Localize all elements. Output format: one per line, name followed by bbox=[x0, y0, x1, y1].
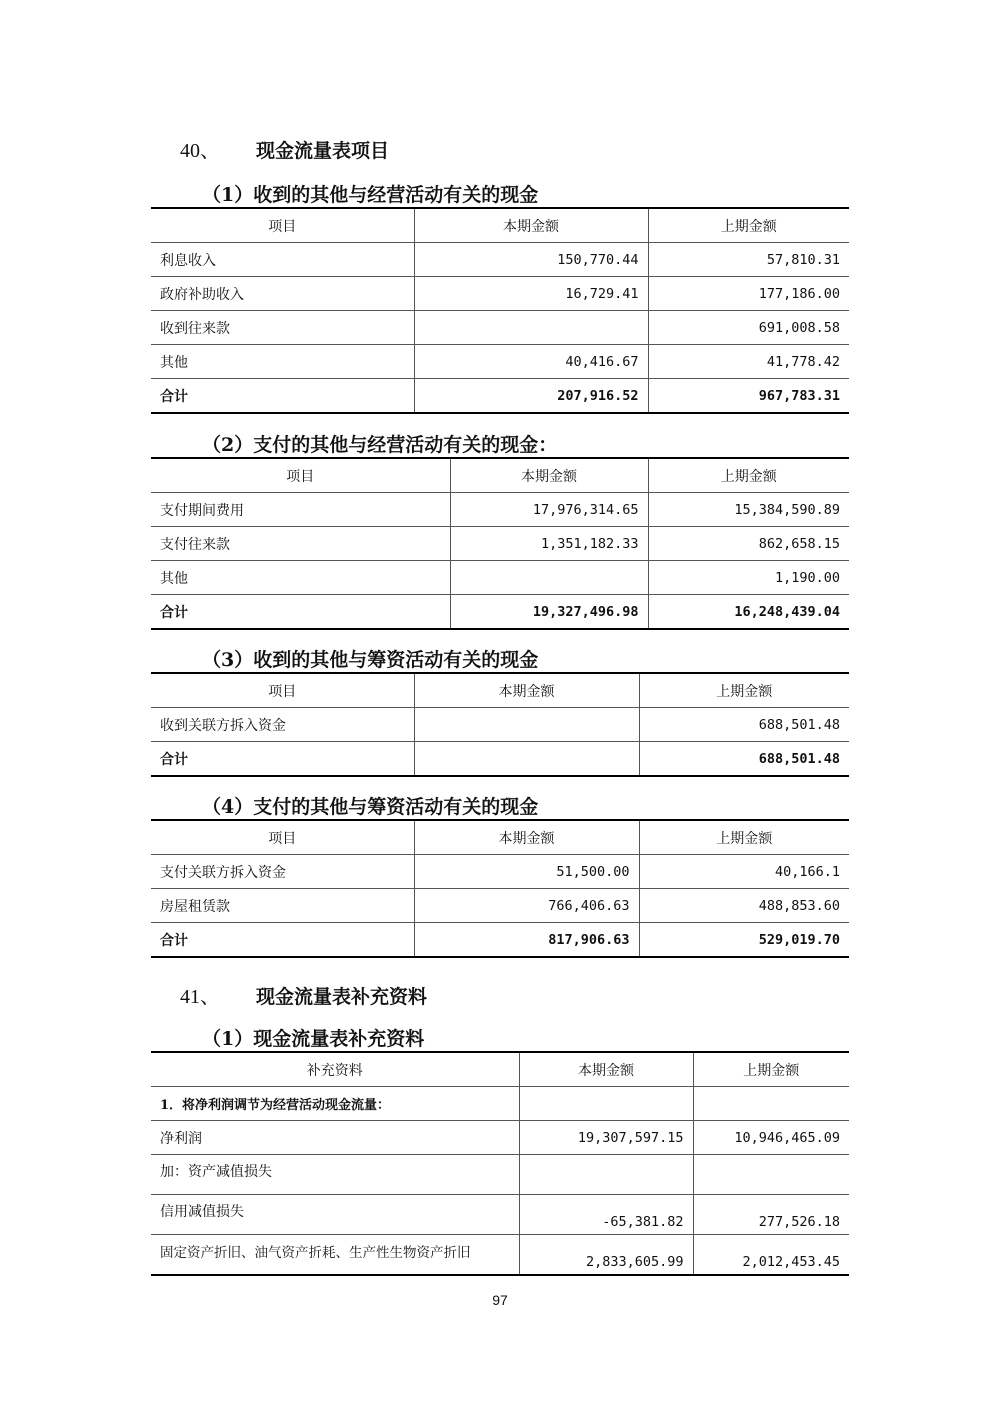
table-row bbox=[151, 855, 849, 889]
table-header-row bbox=[151, 458, 849, 493]
current-amount: 51,500.00 bbox=[414, 855, 639, 889]
col-header-item: 项目 bbox=[151, 820, 414, 855]
current-amount bbox=[414, 311, 648, 345]
table-header-row bbox=[151, 208, 849, 243]
current-amount: 16,729.41 bbox=[414, 277, 648, 311]
row-label: 收到往来款 bbox=[151, 311, 414, 345]
table-row bbox=[151, 889, 849, 923]
prior-amount: 10,946,465.09 bbox=[693, 1121, 849, 1155]
prior-amount: 16,248,439.04 bbox=[648, 595, 849, 630]
prior-amount: 967,783.31 bbox=[648, 379, 849, 414]
current-amount: 40,416.67 bbox=[414, 345, 648, 379]
col-header-current: 本期金额 bbox=[414, 208, 648, 243]
prior-amount: 277,526.18 bbox=[693, 1195, 849, 1235]
current-amount: 19,327,496.98 bbox=[450, 595, 648, 630]
table-title: （2）支付的其他与经营活动有关的现金： bbox=[202, 434, 558, 456]
section-number: 41、 bbox=[180, 986, 220, 1008]
table-title: （4）支付的其他与筹资活动有关的现金 bbox=[202, 796, 539, 818]
prior-amount: 488,853.60 bbox=[639, 889, 849, 923]
row-label: 政府补助收入 bbox=[151, 277, 414, 311]
table-operating-payments bbox=[151, 457, 849, 630]
table-row bbox=[151, 345, 849, 379]
row-label: 加：资产减值损失 bbox=[151, 1155, 519, 1195]
row-label: 支付关联方拆入资金 bbox=[151, 855, 414, 889]
current-amount: 817,906.63 bbox=[414, 923, 639, 958]
current-amount bbox=[519, 1155, 693, 1195]
table-row bbox=[151, 1087, 849, 1121]
col-header-current: 本期金额 bbox=[414, 673, 639, 708]
section-title: 现金流量表项目 bbox=[256, 140, 390, 162]
page-number: 97 bbox=[492, 1292, 508, 1308]
current-amount: 207,916.52 bbox=[414, 379, 648, 414]
table-row bbox=[151, 277, 849, 311]
col-header-prior: 上期金额 bbox=[648, 458, 849, 493]
row-label: 净利润 bbox=[151, 1121, 519, 1155]
total-row bbox=[151, 742, 849, 777]
table-title: （1）收到的其他与经营活动有关的现金 bbox=[202, 184, 539, 206]
section-number: 40、 bbox=[180, 140, 220, 162]
row-label: 支付往来款 bbox=[151, 527, 450, 561]
section-heading-41 bbox=[180, 980, 427, 1009]
prior-amount: 688,501.48 bbox=[639, 742, 849, 777]
col-header-current: 本期金额 bbox=[414, 820, 639, 855]
prior-amount: 15,384,590.89 bbox=[648, 493, 849, 527]
section-title: 现金流量表补充资料 bbox=[256, 986, 428, 1008]
current-amount: -65,381.82 bbox=[519, 1195, 693, 1235]
table-title: （3）收到的其他与筹资活动有关的现金 bbox=[202, 649, 539, 671]
table-row bbox=[151, 527, 849, 561]
row-label: 合计 bbox=[151, 742, 414, 777]
table-row bbox=[151, 708, 849, 742]
col-header-item: 项目 bbox=[151, 208, 414, 243]
current-amount: 2,833,605.99 bbox=[519, 1235, 693, 1276]
table-row bbox=[151, 243, 849, 277]
row-label: 信用减值损失 bbox=[151, 1195, 519, 1235]
prior-amount: 40,166.1 bbox=[639, 855, 849, 889]
col-header-item: 项目 bbox=[151, 673, 414, 708]
prior-amount bbox=[693, 1087, 849, 1121]
table-row bbox=[151, 311, 849, 345]
current-amount: 17,976,314.65 bbox=[450, 493, 648, 527]
row-label: 其他 bbox=[151, 561, 450, 595]
current-amount: 19,307,597.15 bbox=[519, 1121, 693, 1155]
prior-amount: 177,186.00 bbox=[648, 277, 849, 311]
row-label: 支付期间费用 bbox=[151, 493, 450, 527]
total-row bbox=[151, 379, 849, 414]
prior-amount bbox=[693, 1155, 849, 1195]
table-title: （1）现金流量表补充资料 bbox=[202, 1028, 425, 1050]
prior-amount: 862,658.15 bbox=[648, 527, 849, 561]
row-label: 合计 bbox=[151, 595, 450, 630]
row-label: 固定资产折旧、油气资产折耗、生产性生物资产折旧 bbox=[151, 1235, 519, 1276]
current-amount bbox=[450, 561, 648, 595]
table-row bbox=[151, 1121, 849, 1155]
prior-amount: 1,190.00 bbox=[648, 561, 849, 595]
table-header-row bbox=[151, 820, 849, 855]
table-financing-payments bbox=[151, 819, 849, 958]
current-amount: 1,351,182.33 bbox=[450, 527, 648, 561]
table-row bbox=[151, 493, 849, 527]
col-header-item: 项目 bbox=[151, 458, 450, 493]
row-label: 合计 bbox=[151, 379, 414, 414]
col-header-current: 本期金额 bbox=[519, 1052, 693, 1087]
table-row bbox=[151, 561, 849, 595]
col-header-prior: 上期金额 bbox=[648, 208, 849, 243]
current-amount bbox=[519, 1087, 693, 1121]
table-header-row bbox=[151, 1052, 849, 1087]
total-row bbox=[151, 595, 849, 630]
row-label: 其他 bbox=[151, 345, 414, 379]
table-row bbox=[151, 1195, 849, 1235]
row-label: 收到关联方拆入资金 bbox=[151, 708, 414, 742]
table-row bbox=[151, 1155, 849, 1195]
col-header-item: 补充资料 bbox=[151, 1052, 519, 1087]
prior-amount: 529,019.70 bbox=[639, 923, 849, 958]
current-amount: 766,406.63 bbox=[414, 889, 639, 923]
prior-amount: 688,501.48 bbox=[639, 708, 849, 742]
current-amount bbox=[414, 708, 639, 742]
prior-amount: 57,810.31 bbox=[648, 243, 849, 277]
col-header-current: 本期金额 bbox=[450, 458, 648, 493]
total-row bbox=[151, 923, 849, 958]
col-header-prior: 上期金额 bbox=[639, 673, 849, 708]
current-amount: 150,770.44 bbox=[414, 243, 648, 277]
table-financing-receipts bbox=[151, 672, 849, 777]
row-label: 1．将净利润调节为经营活动现金流量： bbox=[151, 1087, 519, 1121]
prior-amount: 2,012,453.45 bbox=[693, 1235, 849, 1276]
prior-amount: 691,008.58 bbox=[648, 311, 849, 345]
row-label: 利息收入 bbox=[151, 243, 414, 277]
section-heading-40 bbox=[180, 134, 389, 163]
current-amount bbox=[414, 742, 639, 777]
col-header-prior: 上期金额 bbox=[639, 820, 849, 855]
table-operating-receipts bbox=[151, 207, 849, 414]
table-row bbox=[151, 1235, 849, 1276]
row-label: 房屋租赁款 bbox=[151, 889, 414, 923]
table-cash-flow-supplement bbox=[151, 1051, 849, 1276]
prior-amount: 41,778.42 bbox=[648, 345, 849, 379]
col-header-prior: 上期金额 bbox=[693, 1052, 849, 1087]
table-header-row bbox=[151, 673, 849, 708]
row-label: 合计 bbox=[151, 923, 414, 958]
